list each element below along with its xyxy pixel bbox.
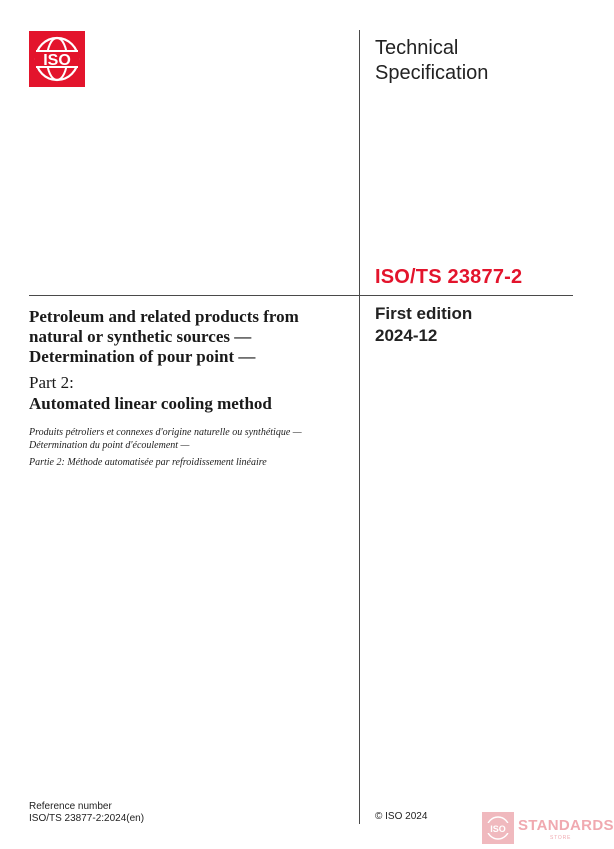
- edition-date: 2024-12: [375, 326, 438, 345]
- horizontal-divider: [29, 295, 573, 296]
- store-subtext: STORE: [550, 835, 572, 841]
- store-badge-icon: [482, 812, 514, 844]
- reference-number: ISO/TS 23877-2:2024(en): [29, 813, 145, 824]
- french-title: Produits pétroliers et connexes d'origine naturelle ou synthétique — Détermination du point d'écoulement —: [29, 427, 302, 451]
- part-number: Part 2:: [29, 373, 74, 392]
- vertical-divider: [359, 30, 360, 824]
- iso-logo: [29, 31, 85, 87]
- french-part-title: Partie 2: Méthode automatisée par refroidissement linéaire: [29, 457, 267, 468]
- iso-logo-text: ISO: [43, 52, 71, 69]
- document-number: ISO/TS 23877-2: [375, 266, 523, 288]
- store-badge-text: ISO: [490, 824, 506, 834]
- reference-label: Reference number: [29, 801, 112, 812]
- part-title: Automated linear cooling method: [29, 394, 272, 413]
- main-title: Petroleum and related products from natural or synthetic sources — Determination of pour point —: [29, 307, 299, 366]
- standards-store-watermark: [482, 812, 614, 844]
- store-text: STANDARDS: [518, 817, 614, 834]
- copyright: © ISO 2024: [375, 811, 428, 822]
- edition: First edition: [375, 304, 473, 323]
- document-type: Technical Specification: [375, 37, 489, 84]
